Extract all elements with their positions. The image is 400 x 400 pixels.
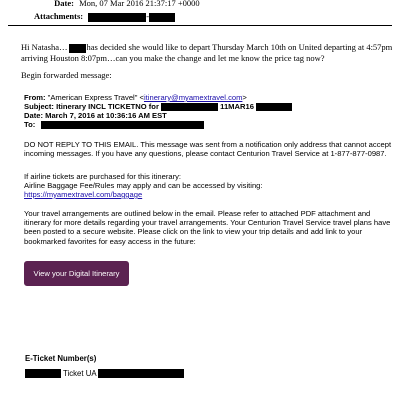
attachment-redaction-2 — [149, 13, 175, 22]
airline-intro: If airline tickets are purchased for this itinerary: — [24, 172, 182, 181]
ticket-line — [25, 369, 184, 379]
eticket-heading: E-Ticket Number(s) — [25, 354, 97, 363]
baggage-text: Airline Baggage Fee/Rules may apply and can be accessed by visiting: — [24, 181, 263, 190]
attachments-separator: - — [146, 11, 150, 21]
forwarded-from-email[interactable]: itinerary@myamextravel.com — [143, 93, 243, 102]
ticket-number-redaction — [98, 369, 184, 378]
subject-redaction-2 — [256, 103, 292, 111]
forwarded-subject-row — [24, 102, 392, 111]
baggage-link[interactable]: https://myamextravel.com/baggage — [24, 190, 143, 199]
intro-greeting: Hi Natasha… — [21, 42, 68, 52]
arrangements-paragraph: Your travel arrangements are outlined below in the email. Please refer to attached PDF attachment and itinerary for more details regarding your travel arrangements. Your Centurion Travel Service travel plans have been posted to a secure website. Please click on the link to view your trip details and add link to your bookmarked favorites for easy access in the future: — [24, 209, 391, 246]
ticket-prefix-redaction — [25, 369, 61, 378]
header-date-value: Mon, 07 Mar 2016 21:37:17 +0000 — [79, 0, 200, 8]
forwarded-subject-label: Subject: — [24, 102, 54, 111]
header-attachments-row — [34, 11, 175, 22]
forwarded-from-row — [24, 93, 392, 102]
forward-note: Begin forwarded message: — [21, 70, 112, 80]
forwarded-from-end: > — [242, 93, 247, 102]
forwarded-from-label: From: — [24, 93, 46, 102]
forwarded-date-row — [24, 111, 392, 120]
no-reply-notice: DO NOT REPLY TO THIS EMAIL. This message was sent from a notification only address that cannot accept incoming messages. If you have any questions, please contact Centurion Travel Service at 1-877-877-0987. — [24, 140, 392, 159]
header-attachments-label: Attachments: — [34, 11, 84, 21]
forwarded-date-label: Date: — [24, 111, 43, 120]
forwarded-to-label: To: — [24, 120, 36, 129]
view-digital-itinerary-button[interactable]: View your Digital Itinerary — [24, 261, 129, 286]
ticket-label: Ticket UA — [63, 369, 97, 378]
forwarded-date-value: March 7, 2016 at 10:36:16 AM EST — [45, 111, 167, 120]
header-date-label: Date: — [54, 0, 74, 8]
recipient-redaction — [41, 121, 204, 129]
header-date-row — [34, 0, 200, 8]
forwarded-to-row — [24, 120, 392, 129]
forwarded-subject-date: 11MAR16 — [220, 102, 254, 111]
intro-body: has decided she would like to depart Thursday March 10th on United departing at 4:57pm arriving Houston 8:07pm…can you make the change and let me know the price tag now? — [21, 42, 393, 63]
header-divider — [8, 25, 392, 26]
subject-redaction-1 — [161, 103, 218, 111]
baggage-link-row — [24, 190, 392, 199]
intro-message — [21, 42, 393, 63]
attachment-redaction-1 — [88, 13, 146, 22]
forwarded-subject-text: Itinerary INCL TICKETNO for — [56, 102, 159, 111]
forwarded-from-name: "American Express Travel" < — [47, 93, 144, 102]
name-redaction — [69, 44, 86, 53]
